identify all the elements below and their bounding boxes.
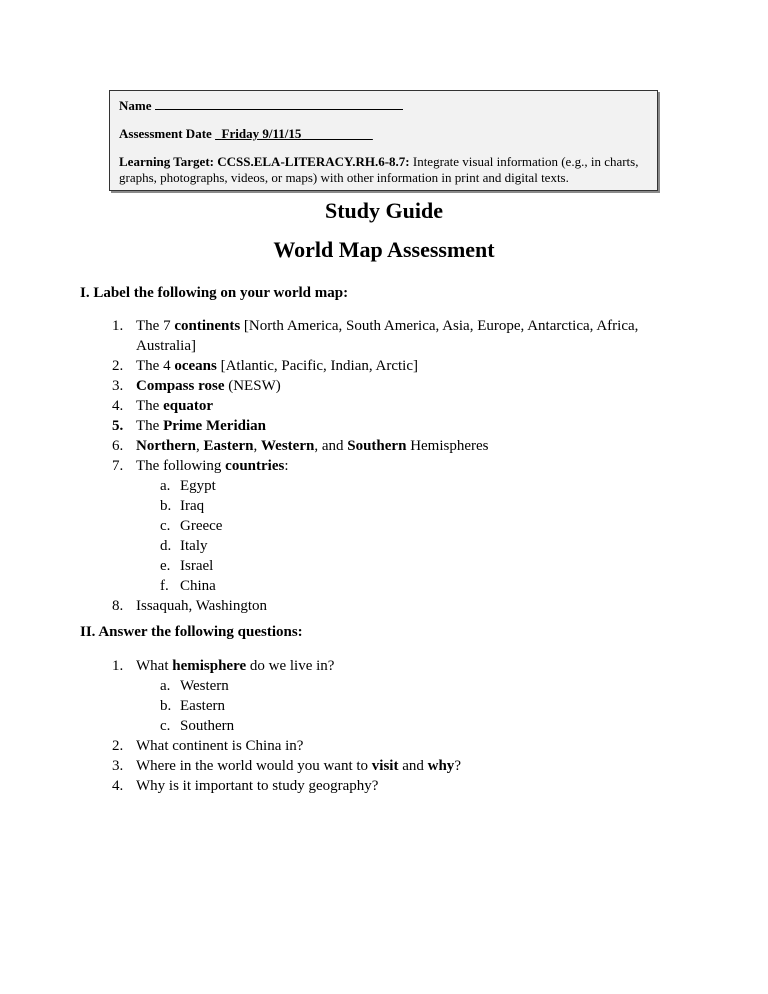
date-line — [119, 126, 649, 142]
header-box — [109, 90, 658, 191]
name-blank[interactable] — [155, 97, 403, 110]
hemisphere-options — [136, 676, 672, 736]
list-item: 1. What hemisphere do we live in? a. Western b. Eastern c. Southern — [112, 656, 672, 736]
sub-list-item: a. Western — [160, 678, 229, 694]
learning-target-label: Learning Target: CCSS.ELA-LITERACY.RH.6-8.7: — [119, 154, 410, 169]
sub-list-item: f. China — [160, 578, 216, 594]
name-label: Name — [119, 98, 152, 113]
list-item: 5. The Prime Meridian — [112, 418, 266, 434]
section-2-heading: II. Answer the following questions: — [80, 624, 303, 640]
countries-sublist — [136, 476, 672, 596]
list-item: 8. Issaquah, Washington — [112, 598, 268, 614]
list-item: 1. The 7 continents [North America, South America, Asia, Europe, Antarctica, Africa, Australia] — [112, 318, 639, 354]
page-title: Study Guide — [325, 198, 443, 223]
list-item: 4. The equator — [112, 398, 214, 414]
date-value: Friday 9/11/15 — [221, 126, 302, 141]
sub-list-item: c. Southern — [160, 718, 235, 734]
page-subtitle: World Map Assessment — [273, 237, 495, 262]
date-label: Assessment Date — [119, 126, 212, 141]
list-item: 2. The 4 oceans [Atlantic, Pacific, Indian, Arctic] — [112, 358, 419, 374]
sub-list-item: a. Egypt — [160, 478, 216, 494]
list-item: 3. Compass rose (NESW) — [112, 378, 281, 394]
list-item: 6. Northern, Eastern, Western, and Southern Hemispheres — [112, 438, 489, 454]
sub-list-item: b. Iraq — [160, 498, 205, 514]
list-item: 4. Why is it important to study geography? — [112, 778, 379, 794]
learning-target — [119, 154, 649, 186]
list-item: 2. What continent is China in? — [112, 738, 304, 754]
name-line — [119, 97, 649, 114]
sub-list-item: d. Italy — [160, 538, 208, 554]
section-1-list — [112, 316, 672, 616]
list-item: 3. Where in the world would you want to visit and why? — [112, 758, 461, 774]
learning-target-text: Integrate visual information (e.g., in charts, graphs, photographs, videos, or maps) with other information in print and digital texts. — [119, 154, 639, 185]
list-item: 7. The following countries: a. Egypt b. Iraq c. Greece d. Italy e. Israel f. China — [112, 456, 672, 596]
sub-list-item: e. Israel — [160, 558, 214, 574]
section-1-heading: I. Label the following on your world map: — [80, 285, 349, 301]
sub-list-item: c. Greece — [160, 518, 223, 534]
section-2-list — [112, 656, 672, 796]
sub-list-item: b. Eastern — [160, 698, 225, 714]
